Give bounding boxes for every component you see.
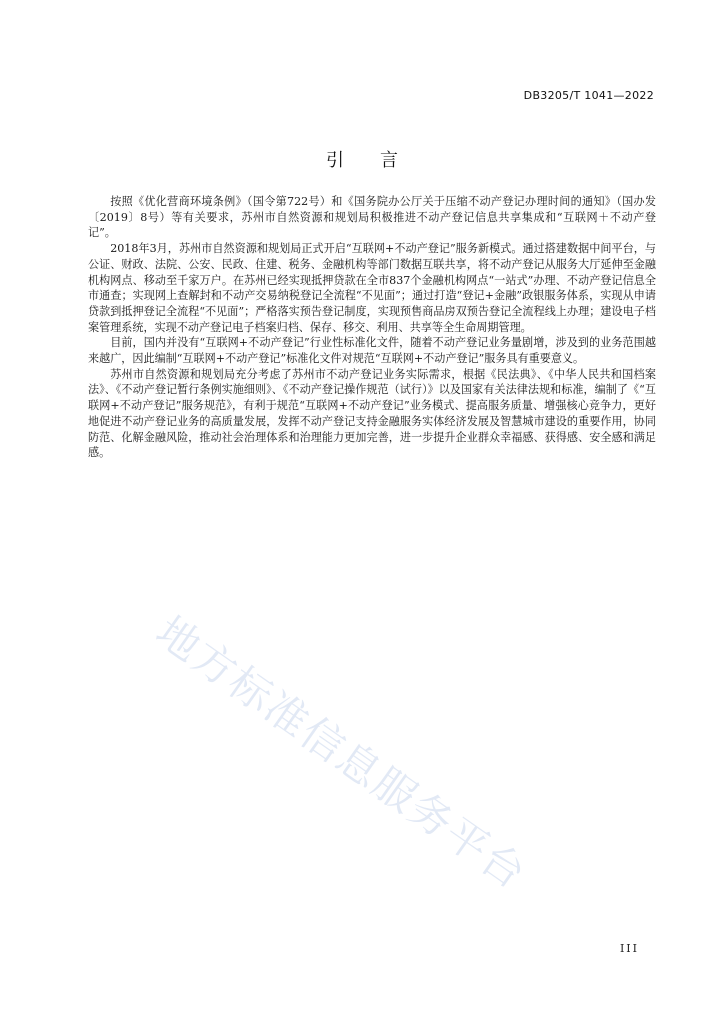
paragraph: 苏州市自然资源和规划局充分考虑了苏州市不动产登记业务实际需求，根据《民法典》、《中华人民共和国档案法》、《不动产登记暂行条例实施细则》、《不动产登记操作规范（试行）》以及国家有关法律法规和标准，编制了《“互联网+不动产登记”服务规范》，有利于规范“互联网+不动产登记”业务模式、提高服务质量、增强核心竞争力，更好地促进不动产登记业务的高质量发展，发挥不动产登记支持金融服务实体经济发展及智慧城市建设的重要作用，协同防范、化解金融风险，推动社会治理体系和治理能力更加完善，进一步提升企业群众幸福感、获得感、安全感和满足感。 bbox=[88, 367, 656, 460]
paragraph: 按照《优化营商环境条例》（国令第722号）和《国务院办公厅关于压缩不动产登记办理时间的通知》（国办发〔2019〕8号）等有关要求，苏州市自然资源和规划局积极推进不动产登记信息共享集成和“互联网＋不动产登记”。 bbox=[88, 195, 656, 240]
body-text bbox=[88, 194, 656, 461]
section-title: 引言 bbox=[326, 150, 434, 171]
paragraph: 目前，国内并没有“互联网+不动产登记”行业性标准化文件，随着不动产登记业务量剧增，涉及到的业务范围越来越广，因此编制“互联网+不动产登记”标准化文件对规范“互联网+不动产登记”服务具有重要意义。 bbox=[88, 336, 656, 366]
watermark: 地方标准信息服务平台 bbox=[147, 606, 536, 900]
page-number: III bbox=[619, 942, 639, 955]
paragraph: 2018年3月，苏州市自然资源和规划局正式开启“互联网+不动产登记”服务新模式。通过搭建数据中间平台，与公证、财政、法院、公安、民政、住建、税务、金融机构等部门数据互联共享，将不动产登记从服务大厅延伸至金融机构网点、移动至千家万户。在苏州已经实现抵押贷款在全市837个金融机构网点“一站式”办理、不动产登记信息全市通查；实现网上查解封和不动产交易纳税登记全流程“不见面”；通过打造“登记+金融”政银服务体系，实现从申请贷款到抵押登记全流程“不见面”；严格落实预告登记制度，实现预售商品房双预告登记全流程线上办理；建设电子档案管理系统，实现不动产登记电子档案归档、保存、移交、利用、共享等全生命周期管理。 bbox=[88, 242, 656, 334]
document-code: DB3205/T 1041—2022 bbox=[523, 89, 654, 102]
